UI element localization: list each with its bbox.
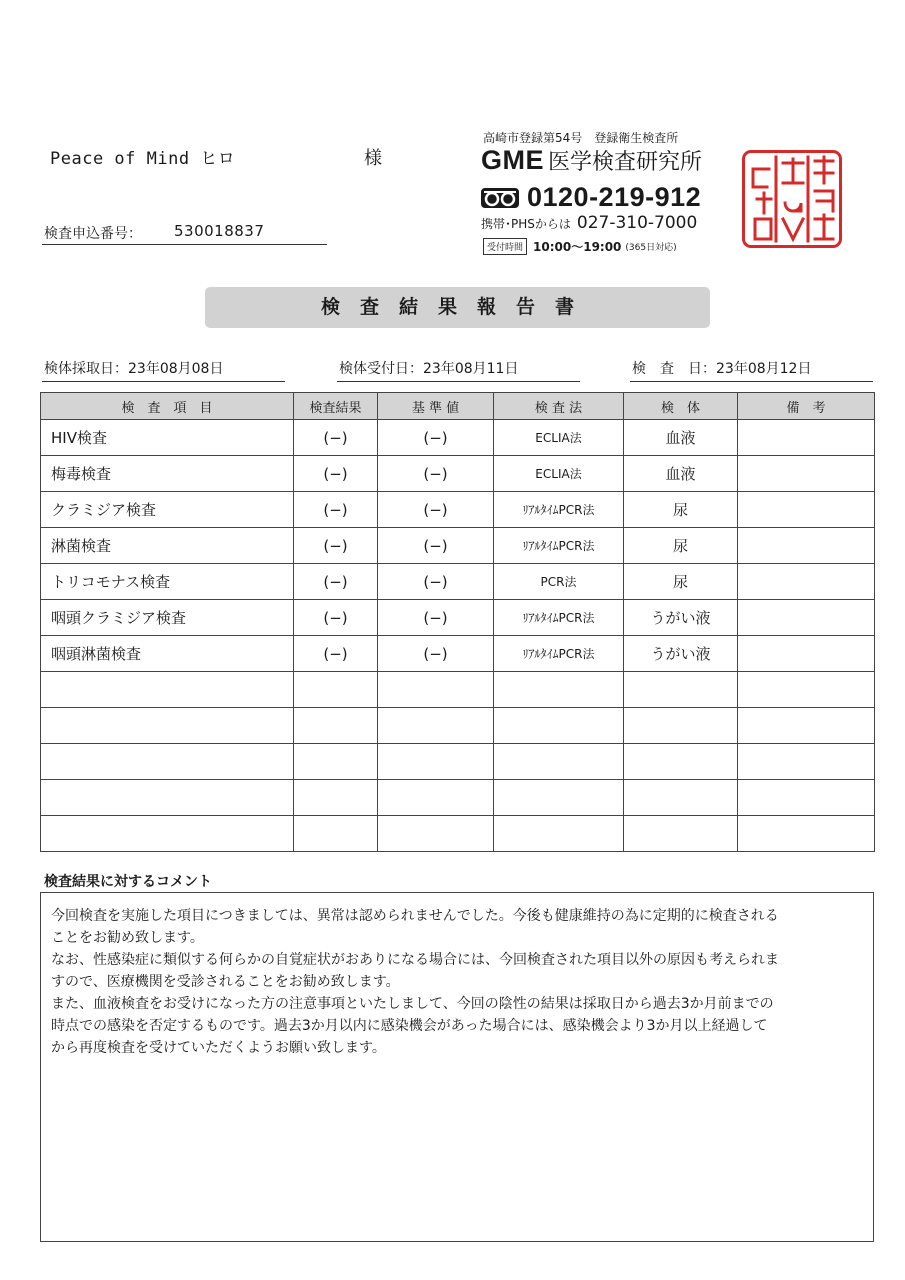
lab-name: 医学検査研究所 [548,150,703,175]
hours-line [483,238,677,255]
cell-method: ECLIA法 [494,456,624,492]
cell-method: ﾘｱﾙﾀｲﾑPCR法 [494,600,624,636]
cell-result [294,780,378,816]
hours-note: (365日対応) [625,243,677,253]
honorific: 様 [364,148,382,169]
freedial-number[interactable]: 0120-219-912 [527,182,702,212]
cell-method [494,816,624,852]
cell-result [294,672,378,708]
cell-remarks [738,564,875,600]
collection-date: 検体採取日：23年08月08日 [44,361,224,377]
received-date: 検体受付日：23年08月11日 [339,361,519,377]
hours-label: 受付時間 [483,238,527,255]
freedial-icon [481,188,519,208]
header-method: 検 査 法 [494,393,624,420]
cell-item: 咽頭淋菌検査 [41,636,294,672]
mobile-number[interactable]: 027-310-7000 [576,213,698,233]
cell-result: (−) [294,528,378,564]
cell-specimen [624,672,738,708]
table-row [41,672,875,708]
table-row [41,636,875,672]
table-row [41,780,875,816]
cell-item: 梅毒検査 [41,456,294,492]
cell-specimen [624,780,738,816]
test-date [632,358,811,378]
cell-remarks [738,456,875,492]
company-seal [742,150,842,248]
table-row [41,708,875,744]
cell-result [294,744,378,780]
hours-time: 10:00〜19:00 [533,240,622,254]
cell-method [494,708,624,744]
cell-specimen: うがい液 [624,600,738,636]
cell-result: (−) [294,600,378,636]
cell-reference [378,816,494,852]
collection-date-underline [42,381,285,382]
cell-item [41,816,294,852]
test-date-label: 検 査 日 [632,361,702,377]
cell-remarks [738,708,875,744]
cell-reference [378,672,494,708]
cell-result [294,816,378,852]
cell-reference: (−) [378,600,494,636]
table-row [41,420,875,456]
cell-result: (−) [294,492,378,528]
mobile-line [481,213,697,233]
cell-item: トリコモナス検査 [41,564,294,600]
cell-item: 淋菌検査 [41,528,294,564]
header-result: 検査結果 [294,393,378,420]
cell-item: 咽頭クラミジア検査 [41,600,294,636]
comment-box [40,892,874,1242]
cell-reference [378,708,494,744]
table-row [41,492,875,528]
cell-item: HIV検査 [41,420,294,456]
header-specimen: 検 体 [624,393,738,420]
cell-specimen: 血液 [624,456,738,492]
cell-method: ﾘｱﾙﾀｲﾑPCR法 [494,492,624,528]
cell-result: (−) [294,564,378,600]
cell-reference: (−) [378,564,494,600]
cell-remarks [738,672,875,708]
cell-result: (−) [294,456,378,492]
table-row [41,600,875,636]
table-row [41,456,875,492]
cell-item [41,708,294,744]
comment-heading: 検査結果に対するコメント [44,874,212,890]
freedial-line [481,182,701,213]
header-remarks: 備 考 [738,393,875,420]
cell-specimen: 尿 [624,564,738,600]
lab-brand [481,147,702,174]
lab-brand-mark: GME [481,145,545,175]
application-number-underline [42,244,327,245]
comment-line: から再度検査を受けていただくようお願い致します。 [51,1040,386,1056]
comment-line: 時点での感染を否定するものです。過去3か月以内に感染機会があった場合には、感染機会より3か月以上経過して [51,1018,768,1034]
cell-method [494,744,624,780]
cell-result: (−) [294,636,378,672]
cell-method: ﾘｱﾙﾀｲﾑPCR法 [494,636,624,672]
results-table [40,392,875,852]
cell-item: クラミジア検査 [41,492,294,528]
received-date-underline [337,381,580,382]
application-number-label: 検査申込番号： [44,226,142,242]
cell-specimen [624,816,738,852]
cell-item [41,780,294,816]
table-row [41,564,875,600]
table-row [41,744,875,780]
cell-remarks [738,744,875,780]
cell-reference [378,744,494,780]
cell-reference: (−) [378,420,494,456]
cell-result: (−) [294,420,378,456]
cell-specimen [624,744,738,780]
cell-reference: (−) [378,492,494,528]
cell-method [494,672,624,708]
comment-line: 今回検査を実施した項目につきましては、異常は認められませんでした。今後も健康維持の為に定期的に検査される [51,908,779,924]
test-date-underline [630,381,873,382]
cell-reference: (−) [378,528,494,564]
lab-registration: 高崎市登録第54号 登録衛生検査所 [483,131,679,145]
comment-line: なお、性感染症に類似する何らかの自覚症状がおありになる場合には、今回検査された項目以外の原因も考えられま [51,952,779,968]
cell-reference [378,780,494,816]
table-row [41,816,875,852]
cell-specimen: 尿 [624,528,738,564]
cell-result [294,708,378,744]
comment-line: すので、医療機関を受診されることをお勧め致します。 [51,974,400,990]
header-reference: 基 準 値 [378,393,494,420]
comment-line: ことをお勧め致します。 [51,930,204,946]
cell-remarks [738,600,875,636]
cell-method: PCR法 [494,564,624,600]
cell-reference: (−) [378,636,494,672]
test-date-value: ：23年08月12日 [702,361,812,377]
cell-method: ECLIA法 [494,420,624,456]
cell-remarks [738,492,875,528]
cell-reference: (−) [378,456,494,492]
cell-remarks [738,816,875,852]
cell-specimen: うがい液 [624,636,738,672]
cell-specimen [624,708,738,744]
cell-remarks [738,636,875,672]
cell-specimen: 尿 [624,492,738,528]
cell-specimen: 血液 [624,420,738,456]
cell-remarks [738,780,875,816]
cell-remarks [738,528,875,564]
seal-mark [745,153,839,245]
mobile-label: 携帯･PHSからは [481,217,571,231]
client-name: Peace of Mind ヒロ [50,149,236,169]
cell-item [41,744,294,780]
comment-line: また、血液検査をお受けになった方の注意事項といたしまして、今回の陰性の結果は採取日から過去3か月前までの [51,996,774,1012]
cell-method: ﾘｱﾙﾀｲﾑPCR法 [494,528,624,564]
cell-method [494,780,624,816]
report-title: 検査結果報告書 [205,287,710,328]
header-item: 検 査 項 目 [41,393,294,420]
table-header-row [41,393,875,420]
application-number: 530018837 [174,222,265,240]
cell-item [41,672,294,708]
table-row [41,528,875,564]
cell-remarks [738,420,875,456]
